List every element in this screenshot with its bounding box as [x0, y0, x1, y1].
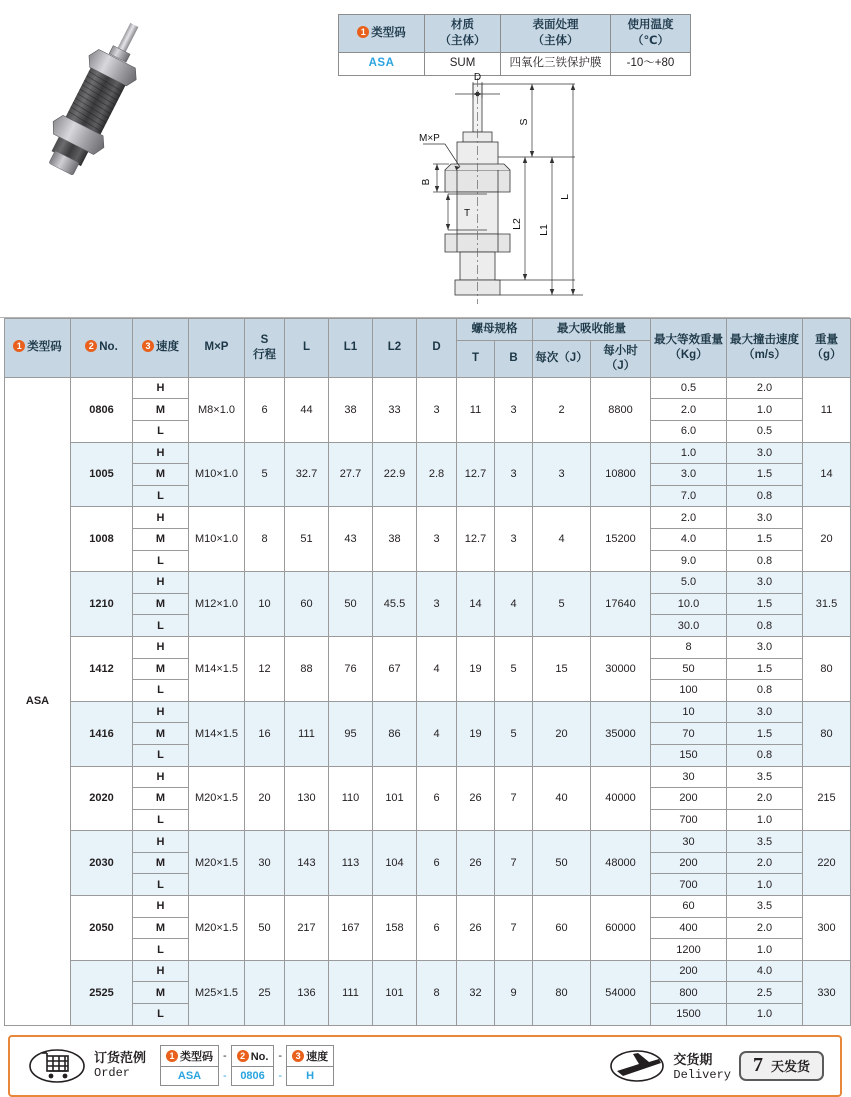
cell-speed-m: M — [133, 917, 189, 939]
drawing-label-B: B — [421, 178, 432, 186]
cell-no[interactable]: 1005 — [71, 442, 133, 507]
cell-speed-m: M — [133, 593, 189, 615]
cell-max-impact-speed: 1.5 — [727, 658, 803, 680]
cell-max-impact-speed: 3.0 — [727, 636, 803, 658]
cell-no[interactable]: 0806 — [71, 377, 133, 442]
cell-max-impact-speed: 0.8 — [727, 744, 803, 766]
th-energy-each: 每次（J） — [533, 340, 591, 377]
cell-nut-b: 3 — [495, 377, 533, 442]
cell-nut-b: 3 — [495, 507, 533, 572]
cell-max-equivalent-weight: 1500 — [651, 1004, 727, 1026]
cell-nut-b: 7 — [495, 831, 533, 896]
cell-l2: 101 — [373, 766, 417, 831]
cell-stroke: 8 — [245, 507, 285, 572]
cell-material: SUM — [425, 53, 501, 76]
delivery-label-cn: 交货期 — [673, 1052, 713, 1068]
cell-nut-t: 14 — [457, 572, 495, 637]
cell-speed-m: M — [133, 464, 189, 486]
cell-energy-hour: 10800 — [591, 442, 651, 507]
cell-stroke: 5 — [245, 442, 285, 507]
delivery-label-en: Delivery — [673, 1068, 731, 1083]
cell-nut-b: 3 — [495, 442, 533, 507]
th-l1: L1 — [329, 319, 373, 378]
cell-mxp: M14×1.5 — [189, 636, 245, 701]
cell-d: 3 — [417, 377, 457, 442]
cell-energy-each: 80 — [533, 960, 591, 1025]
cell-weight: 14 — [803, 442, 851, 507]
order-th-speed: 3 速度 — [287, 1046, 334, 1067]
material-header-row — [339, 15, 691, 53]
cell-max-equivalent-weight: 9.0 — [651, 550, 727, 572]
cell-d: 3 — [417, 507, 457, 572]
cell-l2: 45.5 — [373, 572, 417, 637]
cell-max-equivalent-weight: 1200 — [651, 939, 727, 961]
cell-l1: 95 — [329, 701, 373, 766]
cell-nut-t: 19 — [457, 701, 495, 766]
cell-speed-l: L — [133, 1004, 189, 1026]
cell-mxp: M10×1.0 — [189, 442, 245, 507]
drawing-label-L: L — [559, 194, 571, 200]
cell-mxp: M8×1.0 — [189, 377, 245, 442]
cell-type-code: ASA — [5, 377, 71, 1025]
cell-max-equivalent-weight: 800 — [651, 982, 727, 1004]
cell-l1: 76 — [329, 636, 373, 701]
cell-energy-hour: 30000 — [591, 636, 651, 701]
cell-d: 6 — [417, 831, 457, 896]
cell-max-impact-speed: 0.8 — [727, 615, 803, 637]
cell-max-impact-speed: 3.0 — [727, 701, 803, 723]
cell-weight: 330 — [803, 960, 851, 1025]
badge-1-icon: 1 — [166, 1050, 178, 1062]
cell-max-equivalent-weight: 70 — [651, 723, 727, 745]
badge-2-icon: 2 — [85, 340, 97, 352]
table-row — [5, 377, 851, 399]
cell-max-equivalent-weight: 2.0 — [651, 507, 727, 529]
cell-energy-hour: 15200 — [591, 507, 651, 572]
cell-max-impact-speed: 1.5 — [727, 723, 803, 745]
cell-l: 32.7 — [285, 442, 329, 507]
spec-header-row-1 — [5, 319, 851, 341]
cell-nut-b: 7 — [495, 896, 533, 961]
cell-d: 4 — [417, 636, 457, 701]
cell-energy-hour: 17640 — [591, 572, 651, 637]
cell-speed-m: M — [133, 723, 189, 745]
delivery-days-pill — [739, 1051, 824, 1081]
cell-max-impact-speed: 0.8 — [727, 550, 803, 572]
drawing-label-S: S — [518, 118, 530, 126]
cell-max-impact-speed: 4.0 — [727, 960, 803, 982]
cell-stroke: 25 — [245, 960, 285, 1025]
cell-max-impact-speed: 1.0 — [727, 939, 803, 961]
cell-speed-l: L — [133, 939, 189, 961]
cell-weight: 20 — [803, 507, 851, 572]
order-value-row — [161, 1067, 334, 1086]
cell-max-impact-speed: 2.0 — [727, 917, 803, 939]
cell-l: 51 — [285, 507, 329, 572]
cell-l: 130 — [285, 766, 329, 831]
cell-mxp: M20×1.5 — [189, 896, 245, 961]
badge-1-icon: 1 — [13, 340, 25, 352]
delivery-labels — [673, 1049, 731, 1082]
cell-max-equivalent-weight: 30 — [651, 831, 727, 853]
cell-nut-b: 5 — [495, 701, 533, 766]
cell-stroke: 16 — [245, 701, 285, 766]
cell-max-equivalent-weight: 400 — [651, 917, 727, 939]
cell-max-impact-speed: 1.0 — [727, 809, 803, 831]
order-label-cn: 订货范例 — [94, 1050, 147, 1065]
cell-nut-b: 9 — [495, 960, 533, 1025]
cell-max-equivalent-weight: 700 — [651, 809, 727, 831]
cell-max-equivalent-weight: 150 — [651, 744, 727, 766]
top-section — [0, 0, 850, 318]
cell-max-equivalent-weight: 30.0 — [651, 615, 727, 637]
cell-max-impact-speed: 0.8 — [727, 680, 803, 702]
cell-energy-each: 2 — [533, 377, 591, 442]
cell-max-equivalent-weight: 200 — [651, 788, 727, 810]
technical-drawing — [415, 72, 665, 307]
cell-max-equivalent-weight: 30 — [651, 766, 727, 788]
cell-max-equivalent-weight: 1.0 — [651, 442, 727, 464]
cell-speed-h: H — [133, 507, 189, 529]
order-sep-2: - — [278, 1050, 283, 1063]
cell-l2: 38 — [373, 507, 417, 572]
cell-max-equivalent-weight: 10.0 — [651, 593, 727, 615]
order-value-speed: H — [287, 1067, 334, 1086]
cell-max-impact-speed: 3.5 — [727, 766, 803, 788]
cell-l2: 86 — [373, 701, 417, 766]
cell-max-impact-speed: 3.0 — [727, 572, 803, 594]
cell-max-equivalent-weight: 200 — [651, 960, 727, 982]
th-nut-spec-group: 螺母规格 — [457, 319, 533, 341]
cell-max-impact-speed: 3.5 — [727, 831, 803, 853]
header-operating-temperature: 使用温度 （℃） — [611, 15, 691, 53]
order-code-table — [160, 1045, 334, 1086]
th-d: D — [417, 319, 457, 378]
cell-nut-t: 26 — [457, 766, 495, 831]
cell-energy-hour: 48000 — [591, 831, 651, 896]
delivery-days-number: 7 — [752, 1054, 763, 1077]
cell-weight: 80 — [803, 701, 851, 766]
cell-max-equivalent-weight: 10 — [651, 701, 727, 723]
order-th-no: 2 No. — [231, 1046, 274, 1067]
header-type-code: 1 类型码 — [339, 15, 425, 53]
cell-speed-h: H — [133, 636, 189, 658]
cell-l1: 27.7 — [329, 442, 373, 507]
cell-max-equivalent-weight: 4.0 — [651, 528, 727, 550]
table-row — [5, 960, 851, 982]
cell-d: 2.8 — [417, 442, 457, 507]
cell-l2: 101 — [373, 960, 417, 1025]
table-row — [5, 442, 851, 464]
cell-speed-m: M — [133, 788, 189, 810]
cell-weight: 220 — [803, 831, 851, 896]
cell-l: 60 — [285, 572, 329, 637]
cell-mxp: M20×1.5 — [189, 831, 245, 896]
cell-max-impact-speed: 3.5 — [727, 896, 803, 918]
table-row — [5, 831, 851, 853]
cell-max-equivalent-weight: 100 — [651, 680, 727, 702]
cell-energy-hour: 8800 — [591, 377, 651, 442]
order-value-type-code: ASA — [161, 1067, 219, 1086]
cell-mxp: M25×1.5 — [189, 960, 245, 1025]
cell-l1: 111 — [329, 960, 373, 1025]
cell-energy-each: 50 — [533, 831, 591, 896]
cell-max-impact-speed: 2.0 — [727, 788, 803, 810]
cell-l2: 67 — [373, 636, 417, 701]
cell-nut-t: 26 — [457, 896, 495, 961]
order-label-en: Order — [94, 1066, 131, 1081]
cell-speed-h: H — [133, 701, 189, 723]
th-weight: 重量 （g） — [803, 319, 851, 378]
cell-stroke: 10 — [245, 572, 285, 637]
cell-no[interactable]: 1412 — [71, 636, 133, 701]
cell-speed-m: M — [133, 399, 189, 421]
cell-energy-each: 15 — [533, 636, 591, 701]
cell-l1: 110 — [329, 766, 373, 831]
th-l2: L2 — [373, 319, 417, 378]
cell-max-impact-speed: 3.0 — [727, 442, 803, 464]
th-nut-t: T — [457, 340, 495, 377]
th-energy-hour: 每小时（J） — [591, 340, 651, 377]
table-row — [5, 636, 851, 658]
cell-l1: 50 — [329, 572, 373, 637]
cell-speed-h: H — [133, 960, 189, 982]
badge-2-icon: 2 — [237, 1050, 249, 1062]
cell-nut-b: 5 — [495, 636, 533, 701]
cell-stroke: 50 — [245, 896, 285, 961]
drawing-label-L2: L2 — [511, 218, 523, 230]
order-value-sep-2: - — [278, 1070, 283, 1083]
cell-max-equivalent-weight: 50 — [651, 658, 727, 680]
badge-3-icon: 3 — [142, 340, 154, 352]
th-max-impact-speed: 最大撞击速度 （m/s） — [727, 319, 803, 378]
cell-l: 136 — [285, 960, 329, 1025]
cell-nut-t: 32 — [457, 960, 495, 1025]
cell-stroke: 30 — [245, 831, 285, 896]
order-th-type-code: 1 类型码 — [161, 1046, 219, 1067]
cell-no[interactable]: 2525 — [71, 960, 133, 1025]
cell-l: 217 — [285, 896, 329, 961]
cell-speed-l: L — [133, 550, 189, 572]
badge-1-icon: 1 — [357, 26, 369, 38]
cell-l1: 113 — [329, 831, 373, 896]
cell-no[interactable]: 1210 — [71, 572, 133, 637]
cell-max-impact-speed: 1.5 — [727, 464, 803, 486]
cell-weight: 11 — [803, 377, 851, 442]
cell-speed-m: M — [133, 528, 189, 550]
cell-no[interactable]: 2030 — [71, 831, 133, 896]
cell-speed-h: H — [133, 377, 189, 399]
cell-weight: 215 — [803, 766, 851, 831]
cell-speed-l: L — [133, 744, 189, 766]
cell-max-equivalent-weight: 700 — [651, 874, 727, 896]
cell-d: 6 — [417, 896, 457, 961]
cell-energy-each: 20 — [533, 701, 591, 766]
cell-no[interactable]: 1416 — [71, 701, 133, 766]
cell-max-equivalent-weight: 0.5 — [651, 377, 727, 399]
th-stroke: S 行程 — [245, 319, 285, 378]
specification-table — [4, 318, 851, 1026]
order-sep-1: - — [223, 1050, 227, 1063]
cell-max-impact-speed: 1.0 — [727, 874, 803, 896]
cell-max-impact-speed: 3.0 — [727, 507, 803, 529]
cell-l2: 158 — [373, 896, 417, 961]
cell-weight: 300 — [803, 896, 851, 961]
cell-nut-t: 12.7 — [457, 507, 495, 572]
cell-energy-hour: 35000 — [591, 701, 651, 766]
delivery-days-unit: 天发货 — [770, 1059, 810, 1075]
cell-mxp: M14×1.5 — [189, 701, 245, 766]
cell-mxp: M20×1.5 — [189, 766, 245, 831]
cell-no[interactable]: 2050 — [71, 896, 133, 961]
cell-speed-m: M — [133, 852, 189, 874]
footer-bar — [8, 1035, 842, 1097]
cell-l1: 38 — [329, 377, 373, 442]
spec-table-wrapper — [0, 318, 850, 1026]
cell-max-impact-speed: 1.5 — [727, 528, 803, 550]
drawing-label-L1: L1 — [538, 224, 550, 236]
order-value-no: 0806 — [231, 1067, 274, 1086]
th-no: 2 No. — [71, 319, 133, 378]
cell-nut-t: 26 — [457, 831, 495, 896]
shopping-cart-icon — [28, 1045, 86, 1087]
cell-speed-h: H — [133, 831, 189, 853]
cell-l1: 167 — [329, 896, 373, 961]
cell-energy-each: 60 — [533, 896, 591, 961]
order-value-sep-1: - — [223, 1070, 227, 1083]
cell-speed-h: H — [133, 572, 189, 594]
cell-speed-l: L — [133, 485, 189, 507]
table-row — [5, 701, 851, 723]
cell-speed-l: L — [133, 809, 189, 831]
cell-max-equivalent-weight: 7.0 — [651, 485, 727, 507]
cell-max-equivalent-weight: 6.0 — [651, 421, 727, 443]
cell-energy-hour: 54000 — [591, 960, 651, 1025]
cell-speed-h: H — [133, 442, 189, 464]
cell-energy-each: 3 — [533, 442, 591, 507]
cell-max-equivalent-weight: 5.0 — [651, 572, 727, 594]
cell-max-equivalent-weight: 3.0 — [651, 464, 727, 486]
table-row — [5, 507, 851, 529]
material-spec-table — [338, 14, 691, 76]
cell-max-impact-speed: 0.5 — [727, 421, 803, 443]
cell-energy-hour: 40000 — [591, 766, 651, 831]
cell-operating-temperature: -10～+80 — [611, 53, 691, 76]
cell-d: 6 — [417, 766, 457, 831]
cell-stroke: 12 — [245, 636, 285, 701]
cell-max-impact-speed: 2.0 — [727, 377, 803, 399]
airplane-icon — [609, 1046, 665, 1086]
cell-energy-each: 40 — [533, 766, 591, 831]
delivery-block — [609, 1046, 824, 1086]
order-labels — [94, 1050, 146, 1081]
table-row — [5, 572, 851, 594]
cell-speed-m: M — [133, 982, 189, 1004]
cell-no[interactable]: 1008 — [71, 507, 133, 572]
cell-l: 111 — [285, 701, 329, 766]
table-row — [5, 766, 851, 788]
drawing-label-MxP: M×P — [419, 133, 440, 144]
cell-weight: 31.5 — [803, 572, 851, 637]
cell-l1: 43 — [329, 507, 373, 572]
cell-speed-l: L — [133, 680, 189, 702]
th-speed: 3 速度 — [133, 319, 189, 378]
cell-speed-m: M — [133, 658, 189, 680]
cell-surface-treatment: 四氧化三铁保护膜 — [501, 53, 611, 76]
header-material: 材质 （主体） — [425, 15, 501, 53]
cell-stroke: 20 — [245, 766, 285, 831]
cell-max-impact-speed: 2.0 — [727, 852, 803, 874]
th-type-code: 1 类型码 — [5, 319, 71, 378]
cell-speed-l: L — [133, 615, 189, 637]
cell-l: 88 — [285, 636, 329, 701]
cell-l: 44 — [285, 377, 329, 442]
cell-type-code: ASA — [339, 53, 425, 76]
cell-l: 143 — [285, 831, 329, 896]
drawing-label-D: D — [473, 72, 482, 83]
th-max-energy-group: 最大吸收能量 — [533, 319, 651, 341]
cell-d: 3 — [417, 572, 457, 637]
cell-speed-h: H — [133, 766, 189, 788]
cell-nut-t: 12.7 — [457, 442, 495, 507]
cell-nut-t: 11 — [457, 377, 495, 442]
cell-max-impact-speed: 1.0 — [727, 399, 803, 421]
cell-max-impact-speed: 0.8 — [727, 485, 803, 507]
cell-max-impact-speed: 2.5 — [727, 982, 803, 1004]
cell-max-impact-speed: 1.5 — [727, 593, 803, 615]
cell-nut-t: 19 — [457, 636, 495, 701]
cell-l2: 104 — [373, 831, 417, 896]
cell-max-equivalent-weight: 60 — [651, 896, 727, 918]
cell-max-impact-speed: 1.0 — [727, 1004, 803, 1026]
cell-speed-l: L — [133, 421, 189, 443]
cell-nut-b: 4 — [495, 572, 533, 637]
cell-energy-each: 5 — [533, 572, 591, 637]
order-header-row — [161, 1046, 334, 1067]
table-row — [5, 896, 851, 918]
order-example-block — [28, 1045, 334, 1087]
th-max-equivalent-weight: 最大等效重量 （Kg） — [651, 319, 727, 378]
cell-max-equivalent-weight: 200 — [651, 852, 727, 874]
cell-energy-hour: 60000 — [591, 896, 651, 961]
cell-l2: 22.9 — [373, 442, 417, 507]
cell-weight: 80 — [803, 636, 851, 701]
spec-table-body — [5, 377, 851, 1025]
product-photo — [8, 10, 198, 175]
th-nut-b: B — [495, 340, 533, 377]
th-mxp: M×P — [189, 319, 245, 378]
cell-stroke: 6 — [245, 377, 285, 442]
header-surface-treatment: 表面处理 （主体） — [501, 15, 611, 53]
cell-max-equivalent-weight: 8 — [651, 636, 727, 658]
cell-max-equivalent-weight: 2.0 — [651, 399, 727, 421]
cell-energy-each: 4 — [533, 507, 591, 572]
cell-d: 4 — [417, 701, 457, 766]
cell-d: 8 — [417, 960, 457, 1025]
th-l: L — [285, 319, 329, 378]
cell-nut-b: 7 — [495, 766, 533, 831]
cell-speed-h: H — [133, 896, 189, 918]
drawing-label-T: T — [463, 208, 471, 219]
cell-mxp: M10×1.0 — [189, 507, 245, 572]
cell-mxp: M12×1.0 — [189, 572, 245, 637]
badge-3-icon: 3 — [292, 1050, 304, 1062]
cell-no[interactable]: 2020 — [71, 766, 133, 831]
cell-speed-l: L — [133, 874, 189, 896]
cell-l2: 33 — [373, 377, 417, 442]
